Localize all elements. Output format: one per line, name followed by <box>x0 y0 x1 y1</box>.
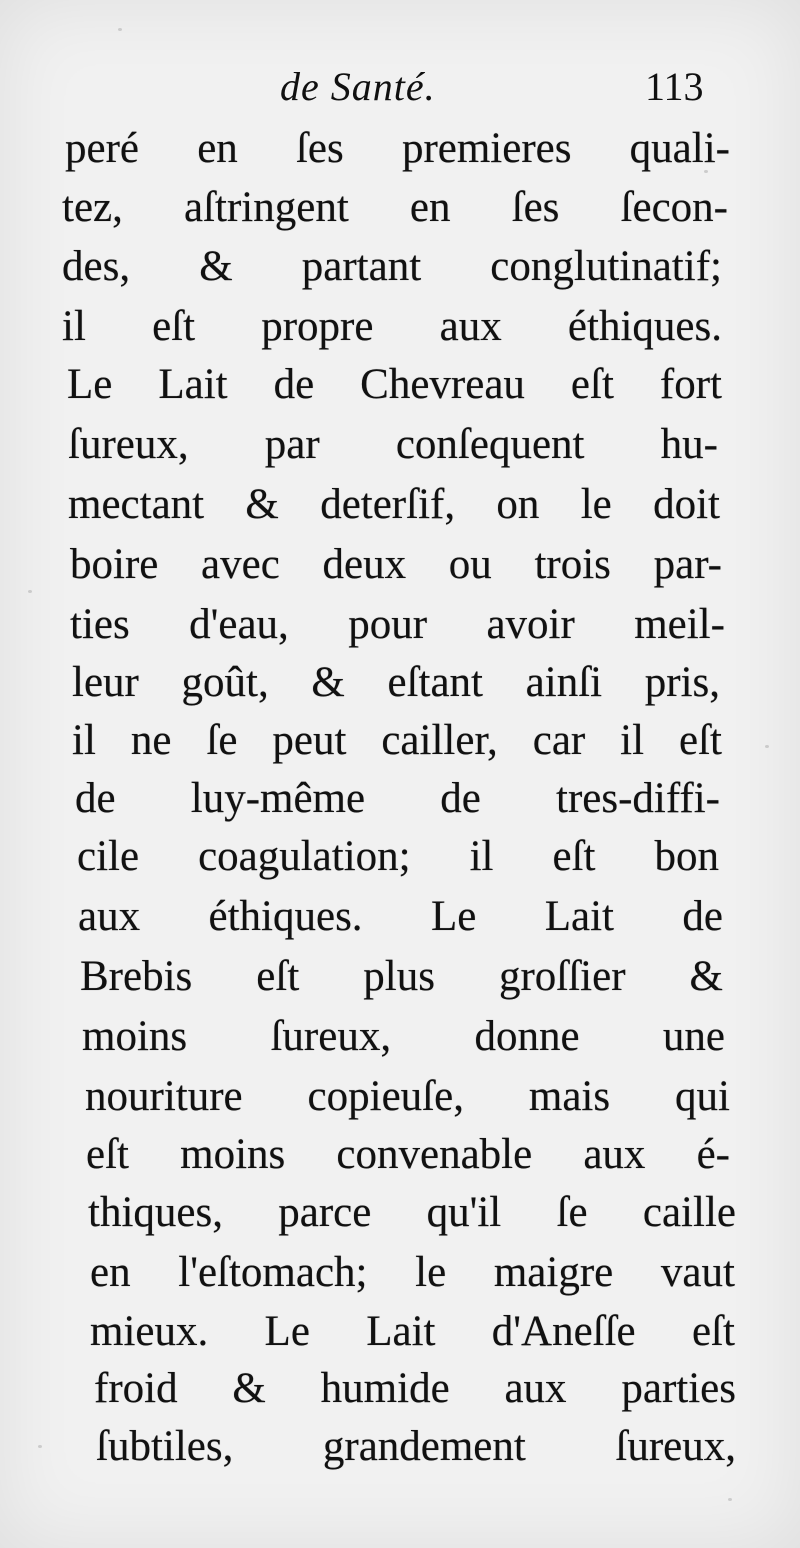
word: d'eau, <box>189 601 289 648</box>
word: maigre <box>493 1249 614 1296</box>
word: ties <box>70 601 130 648</box>
word: caille <box>642 1189 736 1236</box>
word: parce <box>278 1189 372 1236</box>
text-line <box>94 1362 736 1416</box>
word: premieres <box>401 125 572 172</box>
word: Chevreau <box>360 361 525 408</box>
text-line <box>62 240 722 294</box>
word: éthiques. <box>208 893 363 940</box>
text-line <box>68 418 718 472</box>
word: de <box>682 893 723 940</box>
word: nouriture <box>85 1073 243 1120</box>
word: doit <box>653 481 720 528</box>
word: Lait <box>158 361 228 408</box>
text-line <box>82 1010 725 1064</box>
word: conglutinatif; <box>490 243 722 290</box>
word: leur <box>72 659 139 706</box>
word: partant <box>301 243 422 290</box>
word: ſureux, <box>68 421 189 468</box>
text-line <box>72 714 722 768</box>
word: qu'il <box>426 1189 502 1236</box>
word: mais <box>528 1073 611 1120</box>
word: quali- <box>629 125 730 172</box>
word: aux <box>583 1131 646 1178</box>
word: ſureux, <box>270 1013 392 1060</box>
word: ſe <box>556 1189 588 1236</box>
running-head: de Santé. <box>280 64 436 109</box>
text-line <box>85 1070 730 1124</box>
word: coagulation; <box>198 833 411 880</box>
word: eſt <box>86 1131 129 1178</box>
word: conſequent <box>395 421 585 468</box>
word: le <box>580 481 612 528</box>
word: aux <box>439 303 502 350</box>
word: il <box>72 717 96 764</box>
text-line <box>96 1420 736 1474</box>
page-number: 113 <box>645 64 704 109</box>
text-line <box>62 181 728 235</box>
word: cile <box>77 833 140 880</box>
word: vaut <box>660 1249 735 1296</box>
word: aux <box>78 893 141 940</box>
word: trois <box>534 541 611 588</box>
word: car <box>532 717 586 764</box>
word: pour <box>348 601 428 648</box>
word: convenable <box>336 1131 533 1178</box>
word: peut <box>272 717 347 764</box>
word: l'eſtomach; <box>178 1249 368 1296</box>
word: ſureux, <box>615 1423 736 1470</box>
word: eſt <box>552 833 596 880</box>
word: de <box>273 361 315 408</box>
word: avoir <box>486 601 575 648</box>
word: moins <box>82 1013 188 1060</box>
word: qui <box>675 1073 730 1120</box>
word: le <box>415 1249 447 1296</box>
word: meil- <box>634 601 725 648</box>
text-line <box>88 1186 736 1240</box>
word: avec <box>201 541 280 588</box>
text-line <box>80 950 723 1004</box>
word: en <box>409 184 451 231</box>
word: de <box>440 775 481 822</box>
word: ſes <box>295 125 344 172</box>
word: eſt <box>256 953 300 1000</box>
word: eſtant <box>387 659 483 706</box>
word: par- <box>653 541 722 588</box>
word: ainſi <box>525 659 603 706</box>
word: & <box>245 481 279 528</box>
word: tres-diffi- <box>556 775 720 822</box>
word: mectant <box>68 481 205 528</box>
word: eſt <box>679 717 722 764</box>
word: & <box>232 1365 266 1412</box>
word: d'Aneſſe <box>491 1308 636 1355</box>
word: copieuſe, <box>307 1073 464 1120</box>
word: une <box>662 1013 725 1060</box>
word: aſtringent <box>184 184 349 231</box>
word: Brebis <box>80 953 193 1000</box>
word: deterſif, <box>320 481 456 528</box>
word: ſes <box>511 184 560 231</box>
word: Lait <box>366 1308 436 1355</box>
word: luy-même <box>190 775 366 822</box>
word: des, <box>62 243 131 290</box>
word: plus <box>363 953 435 1000</box>
word: ou <box>448 541 492 588</box>
word: boire <box>70 541 159 588</box>
text-line <box>70 598 725 652</box>
word: & <box>689 953 723 1000</box>
word: il <box>469 833 494 880</box>
text-line <box>90 1246 735 1300</box>
text-line <box>70 538 722 592</box>
word: hu- <box>660 421 718 468</box>
word: Le <box>67 361 113 408</box>
word: eſt <box>691 1308 735 1355</box>
word: il <box>62 303 86 350</box>
word: mieux. <box>90 1308 209 1355</box>
word: ne <box>130 717 172 764</box>
word: fort <box>659 361 722 408</box>
word: froid <box>94 1365 178 1412</box>
word: tez, <box>62 184 123 231</box>
word: bon <box>654 833 719 880</box>
word: il <box>620 717 645 764</box>
word: pris, <box>644 659 720 706</box>
word: de <box>75 775 116 822</box>
text-line <box>72 656 720 710</box>
word: parties <box>621 1365 736 1412</box>
word: thiques, <box>88 1189 223 1236</box>
word: groſſier <box>498 953 626 1000</box>
word: goût, <box>181 659 269 706</box>
text-line <box>67 358 722 412</box>
word: ſecon- <box>620 184 728 231</box>
word: & <box>199 243 233 290</box>
word: Lait <box>544 893 614 940</box>
word: eſt <box>570 361 614 408</box>
word: deux <box>322 541 407 588</box>
text-line <box>86 1128 730 1182</box>
word: en <box>197 125 238 172</box>
word: en <box>90 1249 131 1296</box>
word: par <box>264 421 320 468</box>
word: grandement <box>322 1423 526 1470</box>
word: Le <box>264 1308 310 1355</box>
word: ſe <box>206 717 238 764</box>
word: humide <box>320 1365 450 1412</box>
text-line <box>75 772 720 826</box>
text-line <box>65 122 730 176</box>
word: & <box>311 659 345 706</box>
word: cailler, <box>381 717 498 764</box>
word: peré <box>65 125 139 172</box>
word: eſt <box>152 303 196 350</box>
text-line <box>77 830 719 884</box>
text-line <box>78 890 723 944</box>
word: é- <box>696 1131 730 1178</box>
word: on <box>496 481 540 528</box>
word: donne <box>474 1013 580 1060</box>
word: éthiques. <box>567 303 722 350</box>
text-line <box>68 478 720 532</box>
word: propre <box>261 303 374 350</box>
text-line <box>90 1305 735 1359</box>
text-line <box>62 300 722 354</box>
word: moins <box>180 1131 286 1178</box>
word: aux <box>504 1365 567 1412</box>
word: Le <box>430 893 477 940</box>
word: ſubtiles, <box>96 1423 234 1470</box>
